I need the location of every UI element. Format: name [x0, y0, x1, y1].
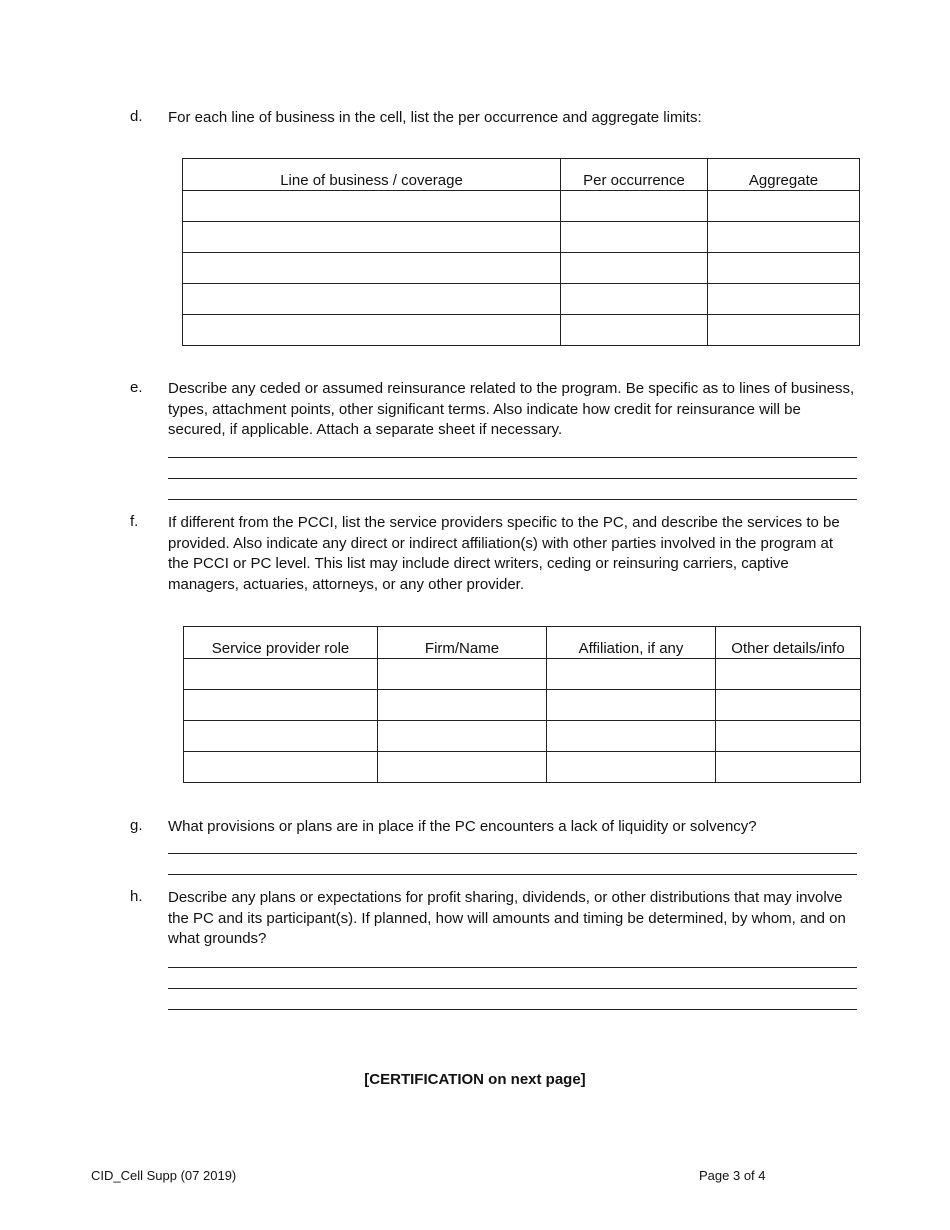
table-cell[interactable] [708, 315, 860, 346]
section-text: For each line of business in the cell, list the per occurrence and aggregate limits: [168, 109, 702, 126]
table-row [183, 315, 860, 346]
section-text: Describe any plans or expectations for profit sharing, dividends, or other distributions that may involve the PC and its participant(s). If planned, how will amounts and timing be determined, by whom, and on what grounds? [168, 889, 846, 948]
certification-note: [CERTIFICATION on next page] [364, 1071, 586, 1088]
section-text: Describe any ceded or assumed reinsurance related to the program. Be specific as to lines of business, types, attachment points, other significant terms. Also indicate how credit for reinsurance will be secured, if applicable. Attach a separate sheet if necessary. [168, 380, 855, 439]
table-cell[interactable] [716, 690, 861, 721]
table-cell[interactable] [378, 721, 547, 752]
table-cell[interactable] [561, 191, 708, 222]
table-row [183, 222, 860, 253]
table-cell[interactable] [561, 284, 708, 315]
table-cell[interactable] [561, 222, 708, 253]
section-letter: d. [130, 108, 143, 125]
answer-line[interactable] [168, 967, 857, 968]
answer-line[interactable] [168, 1009, 857, 1010]
table-cell[interactable] [708, 222, 860, 253]
answer-line[interactable] [168, 478, 857, 479]
limits-header-line-of-business: Line of business / coverage [183, 159, 561, 191]
answer-line[interactable] [168, 874, 857, 875]
table-cell[interactable] [708, 284, 860, 315]
table-cell[interactable] [184, 690, 378, 721]
section-letter: f. [130, 513, 139, 530]
providers-header-firm: Firm/Name [378, 627, 547, 659]
answer-line[interactable] [168, 988, 857, 989]
footer-page-number: Page 3 of 4 [699, 1168, 766, 1183]
table-cell[interactable] [716, 659, 861, 690]
section-text: What provisions or plans are in place if the PC encounters a lack of liquidity or solvency? [168, 818, 757, 835]
table-cell[interactable] [378, 659, 547, 690]
table-cell[interactable] [547, 690, 716, 721]
table-cell[interactable] [561, 315, 708, 346]
table-row [184, 659, 861, 690]
section-text: If different from the PCCI, list the service providers specific to the PC, and describe the services to be provided. Also indicate any direct or indirect affiliation(s) with other parties involved in the program at the PCCI or PC level. This list may include direct writers, ceding or reinsuring carriers, captive managers, actuaries, attorneys, or any other provider. [168, 514, 840, 594]
section-letter: h. [130, 888, 143, 905]
limits-table-header-row [183, 159, 860, 191]
section-letter: g. [130, 817, 143, 834]
answer-line[interactable] [168, 457, 857, 458]
table-cell[interactable] [183, 284, 561, 315]
table-cell[interactable] [378, 690, 547, 721]
providers-header-other: Other details/info [716, 627, 861, 659]
table-cell[interactable] [378, 752, 547, 783]
table-cell[interactable] [184, 659, 378, 690]
answer-line[interactable] [168, 499, 857, 500]
table-cell[interactable] [183, 222, 561, 253]
table-cell[interactable] [708, 253, 860, 284]
table-cell[interactable] [561, 253, 708, 284]
table-cell[interactable] [183, 315, 561, 346]
section-letter: e. [130, 379, 143, 396]
table-row [184, 721, 861, 752]
table-cell[interactable] [183, 253, 561, 284]
providers-table [183, 626, 861, 783]
table-cell[interactable] [547, 659, 716, 690]
table-row [184, 752, 861, 783]
table-cell[interactable] [184, 752, 378, 783]
table-cell[interactable] [716, 721, 861, 752]
table-row [183, 284, 860, 315]
answer-line[interactable] [168, 853, 857, 854]
table-row [183, 253, 860, 284]
table-cell[interactable] [184, 721, 378, 752]
footer-form-id: CID_Cell Supp (07 2019) [91, 1168, 237, 1183]
limits-table [182, 158, 860, 346]
table-cell[interactable] [716, 752, 861, 783]
providers-header-affiliation: Affiliation, if any [547, 627, 716, 659]
providers-table-header-row [184, 627, 861, 659]
limits-header-per-occurrence: Per occurrence [561, 159, 708, 191]
table-cell[interactable] [547, 721, 716, 752]
table-cell[interactable] [183, 191, 561, 222]
table-cell[interactable] [547, 752, 716, 783]
providers-header-role: Service provider role [184, 627, 378, 659]
table-row [184, 690, 861, 721]
limits-header-aggregate: Aggregate [708, 159, 860, 191]
table-cell[interactable] [708, 191, 860, 222]
table-row [183, 191, 860, 222]
